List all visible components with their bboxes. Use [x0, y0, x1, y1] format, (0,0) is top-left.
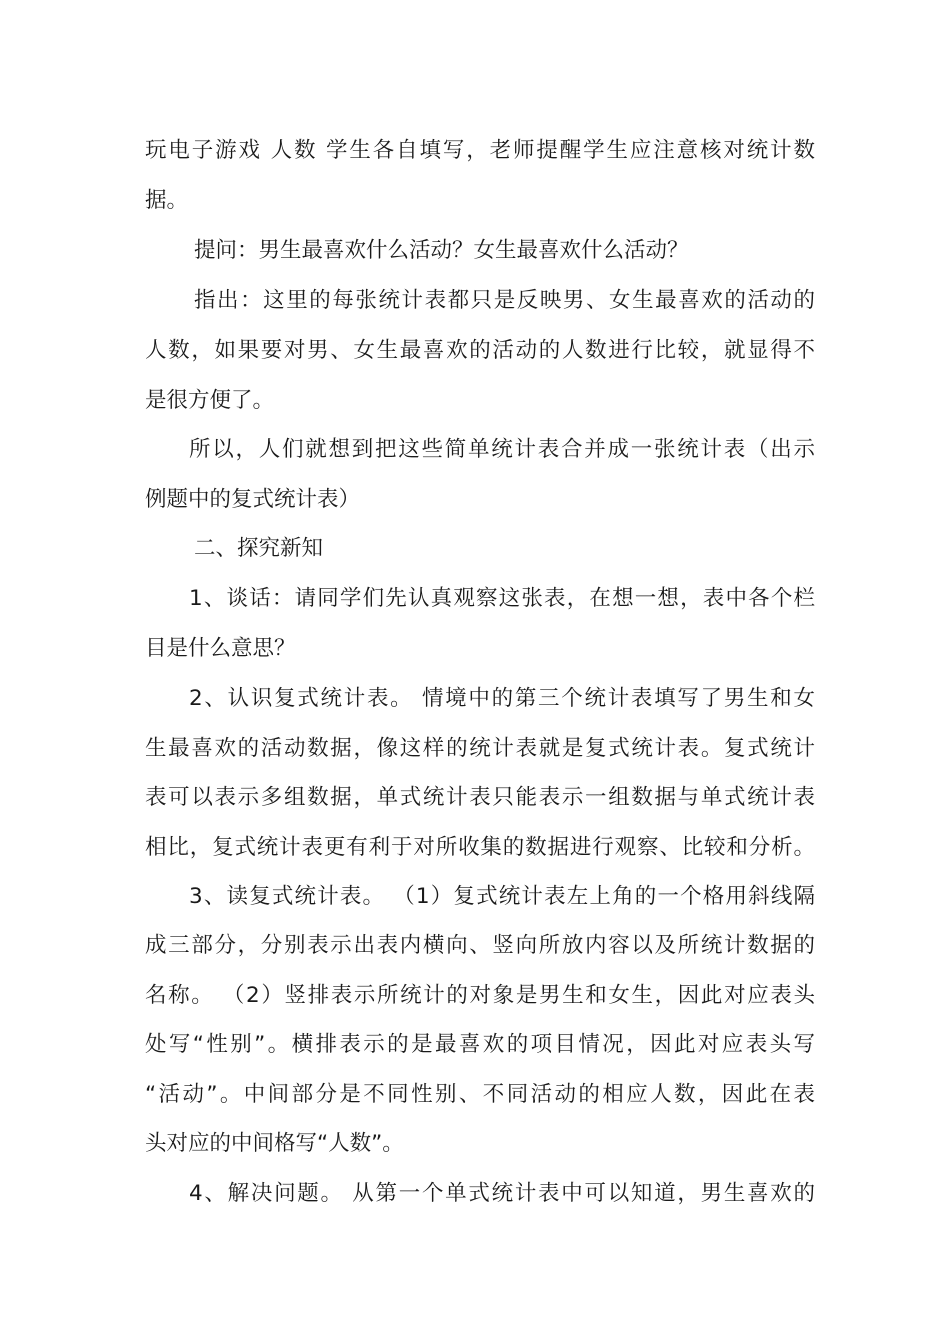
- text-line: 2、认识复式统计表。 情境中的第三个统计表填写了男生和女: [189, 686, 815, 711]
- text-line: 头对应的中间格写“人数”。: [145, 1131, 404, 1156]
- text-line: 例题中的复式统计表）: [145, 487, 361, 512]
- text-line: 表可以表示多组数据，单式统计表只能表示一组数据与单式统计表: [145, 785, 815, 810]
- text-line: 是很方便了。: [145, 388, 275, 413]
- text-line: 提问：男生最喜欢什么活动？女生最喜欢什么活动？: [194, 238, 689, 263]
- text-line: 4、解决问题。 从第一个单式统计表中可以知道，男生喜欢的: [189, 1181, 815, 1206]
- text-line: 所以，人们就想到把这些简单统计表合并成一张统计表（出示: [189, 437, 815, 462]
- text-line: 生最喜欢的活动数据，像这样的统计表就是复式统计表。复式统计: [145, 736, 815, 761]
- text-line: 1、谈话：请同学们先认真观察这张表，在想一想，表中各个栏: [189, 586, 815, 611]
- text-line: 处写“性别”。横排表示的是最喜欢的项目情况，因此对应表头写: [145, 1032, 815, 1057]
- text-line: 目是什么意思？: [145, 636, 296, 661]
- section-heading: 二、探究新知: [194, 536, 324, 561]
- text-line: 名称。 （2）竖排表示所统计的对象是男生和女生，因此对应表头: [145, 983, 815, 1008]
- text-line: 指出：这里的每张统计表都只是反映男、女生最喜欢的活动的: [194, 288, 815, 313]
- text-line: 相比，复式统计表更有利于对所收集的数据进行观察、比较和分析。: [145, 835, 815, 860]
- text-line: 人数，如果要对男、女生最喜欢的活动的人数进行比较，就显得不: [145, 338, 815, 363]
- text-line: 成三部分，分别表示出表内横向、竖向所放内容以及所统计数据的: [145, 933, 815, 958]
- text-line: 据。: [145, 188, 189, 213]
- text-line: “活动”。中间部分是不同性别、不同活动的相应人数，因此在表: [145, 1082, 815, 1107]
- text-line: 3、读复式统计表。 （1）复式统计表左上角的一个格用斜线隔: [189, 884, 815, 909]
- text-line: 玩电子游戏 人数 学生各自填写，老师提醒学生应注意核对统计数: [145, 138, 815, 163]
